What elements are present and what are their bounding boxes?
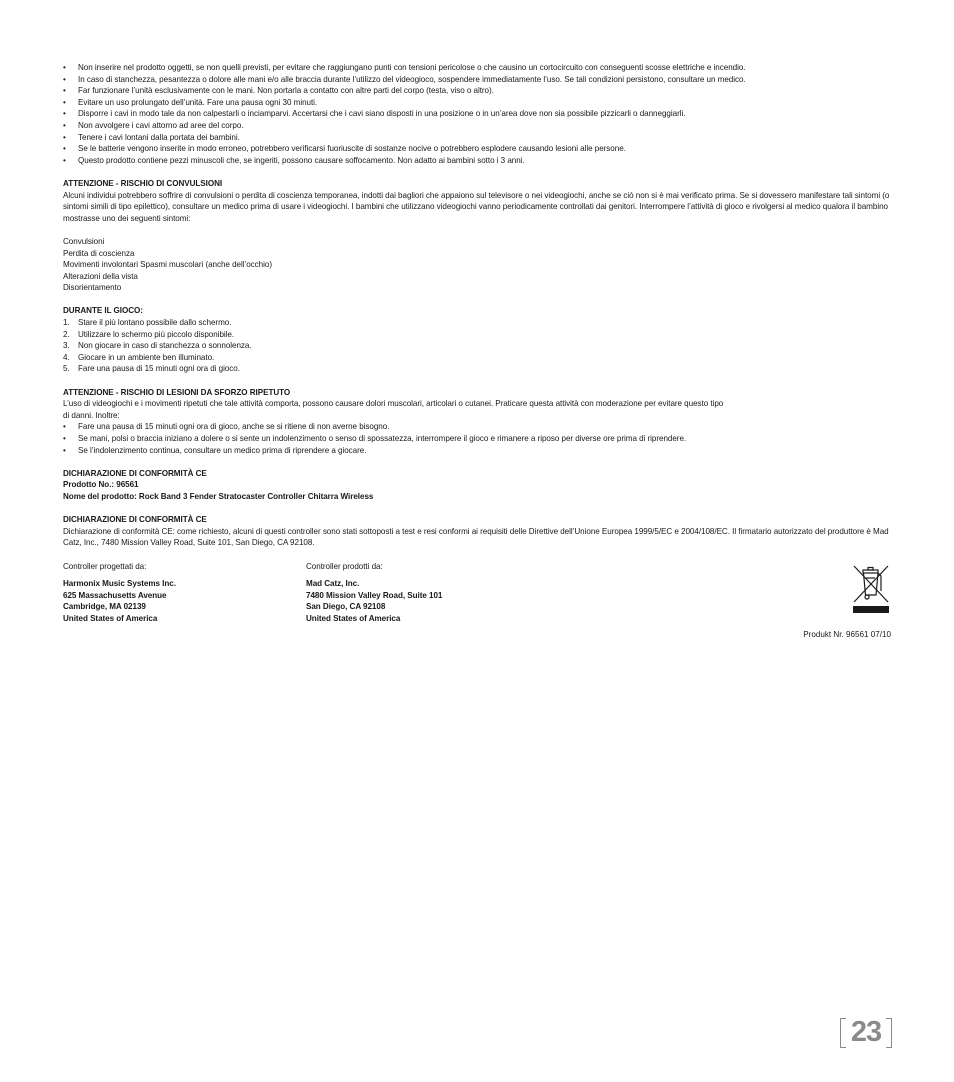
list-item: • Se mani, polsi o braccia iniziano a dolere o si sente un indolenzimento o senso di spossatezza, interrompere il gioco e rimanere a riposo per diverse ore prima di riprendere.	[63, 433, 891, 445]
list-item: Disorientamento	[63, 283, 122, 293]
ce-declaration-heading: DICHIARAZIONE DI CONFORMITÀ CE	[63, 468, 207, 478]
list-item	[63, 317, 891, 329]
convulsions-paragraph: Alcuni individui potrebbero soffrire di convulsioni o perdita di coscienza temporanea, indotti dai bagliori che appaiono sul televisore o nei videogiochi, anche se ciò non si è mai verificato prima. Se si dovessero manifestare tali sintomi (o sintomi simili di tipo epilettico), consultare un medico prima di usare i videogiochi. I bambini che utilizzano videogiochi vanno periodicamente controllati dai genitori. Interrompere l’attività di gioco e rivolgersi al medico qualora il bambino mostrasse uno dei seguenti sintomi:	[63, 190, 890, 223]
address-line: United States of America	[306, 613, 401, 623]
list-item: Alterazioni della vista	[63, 271, 138, 281]
step-text: Stare il più lontano possibile dallo schermo.	[78, 318, 232, 328]
designed-by-label: Controller progettati da:	[63, 561, 147, 571]
step-number: 2.	[63, 329, 70, 339]
address-line: Harmonix Music Systems Inc.	[63, 579, 176, 589]
product-code: Produkt Nr. 96561 07/10	[803, 630, 891, 639]
address-line: Mad Catz, Inc.	[306, 579, 360, 589]
list-item: Movimenti involontari Spasmi muscolari (anche dell’occhio)	[63, 260, 272, 270]
manufacturer-info	[63, 561, 891, 631]
step-number: 5.	[63, 364, 70, 374]
list-item: • In caso di stanchezza, pesantezza o dolore alle mani e/o alle braccia durante l’utilizzo del videogioco, sospendere immediatamente l’uso. Se tali condizioni persistono, consultare un medico.	[63, 74, 891, 86]
bracket-left	[840, 1018, 846, 1048]
crossed-out-wheelie-bin-icon	[852, 564, 890, 614]
produced-by-label: Controller prodotti da:	[306, 561, 383, 571]
step-text: Utilizzare lo schermo più piccolo disponibile.	[78, 329, 235, 339]
product-name: Nome del prodotto: Rock Band 3 Fender Stratocaster Controller Chitarra Wireless	[63, 491, 374, 501]
strain-paragraph-line1: L’uso di videogiochi e i movimenti ripetuti che tale attività comporta, possono causare dolori muscolari, articolari o cutanei. Praticare questa attività con moderazione per evitare questo tipo	[63, 399, 724, 409]
list-item	[63, 352, 891, 364]
step-number: 1.	[63, 318, 70, 328]
list-item	[63, 363, 891, 375]
strain-heading: ATTENZIONE - RISCHIO DI LESIONI DA SFORZO RIPETUTO	[63, 387, 291, 397]
list-item: Perdita di coscienza	[63, 248, 135, 258]
step-text: Giocare in un ambiente ben illuminato.	[78, 352, 215, 362]
ce-declaration-paragraph: Dichiarazione di conformità CE: come richiesto, alcuni di questi controller sono stati sottoposti a test e resi conformi ai requisiti delle Direttive dell’Unione Europea 1999/5/EC e 2004/108/EC. Il firmatario autorizzato del produttore è Mad Catz, Inc., 7480 Mission Valley Road, Suite 101, San Diego, CA 92108.	[63, 526, 889, 548]
address-line: 7480 Mission Valley Road, Suite 101	[306, 590, 443, 600]
product-number: Prodotto No.: 96561	[63, 480, 139, 490]
list-item: • Se le batterie vengono inserite in modo erroneo, potrebbero verificarsi fuoriuscite di sostanze nocive o potrebbero esplodere causando lesioni alle persone.	[63, 143, 891, 155]
strain-paragraph-line2: di danni. Inoltre:	[63, 410, 120, 420]
document-body	[63, 62, 891, 631]
safety-bullet-list	[63, 62, 891, 166]
list-item	[63, 340, 891, 352]
list-item: • Disporre i cavi in modo tale da non calpestarli o inciamparvi. Accertarsi che i cavi siano disposti in una posizione o in un’area dove non sia possibile pizzicarli o danneggiarli.	[63, 108, 891, 120]
list-item: • Fare una pausa di 15 minuti ogni ora di gioco, anche se si ritiene di non averne bisogno.	[63, 421, 891, 433]
page-number	[840, 1016, 892, 1050]
step-number: 4.	[63, 352, 70, 362]
during-play-steps	[63, 317, 891, 375]
step-number: 3.	[63, 341, 70, 351]
list-item: • Tenere i cavi lontani dalla portata dei bambini.	[63, 132, 891, 144]
address-line: San Diego, CA 92108	[306, 602, 386, 612]
list-item: • Non inserire nel prodotto oggetti, se non quelli previsti, per evitare che raggiungano punti con tensioni pericolose o che causino un cortocircuito con conseguenti scosse elettriche e incendio.	[63, 62, 891, 74]
ce-declaration-heading-2: DICHIARAZIONE DI CONFORMITÀ CE	[63, 515, 207, 525]
symptom-list	[63, 236, 891, 294]
address-line: 625 Massachusetts Avenue	[63, 590, 167, 600]
list-item	[63, 329, 891, 341]
strain-bullet-list	[63, 421, 891, 456]
page-number-value: 23	[850, 1016, 882, 1048]
list-item: • Evitare un uso prolungato dell’unità. Fare una pausa ogni 30 minuti.	[63, 97, 891, 109]
list-item: Convulsioni	[63, 236, 105, 246]
produced-by-block	[306, 561, 442, 625]
address-line: Cambridge, MA 02139	[63, 602, 146, 612]
step-text: Non giocare in caso di stanchezza o sonnolenza.	[78, 341, 252, 351]
list-item: • Questo prodotto contiene pezzi minuscoli che, se ingeriti, possono causare soffocamento. Non adatto ai bambini sotto i 3 anni.	[63, 155, 891, 167]
convulsions-heading: ATTENZIONE - RISCHIO DI CONVULSIONI	[63, 178, 223, 188]
during-play-heading: DURANTE IL GIOCO:	[63, 306, 143, 316]
list-item: • Se l’indolenzimento continua, consultare un medico prima di riprendere a giocare.	[63, 445, 891, 457]
designed-by-block	[63, 561, 176, 625]
bracket-right	[886, 1018, 892, 1048]
step-text: Fare una pausa di 15 minuti ogni ora di gioco.	[78, 364, 240, 374]
address-line: United States of America	[63, 613, 158, 623]
list-item: • Non avvolgere i cavi attorno ad aree del corpo.	[63, 120, 891, 132]
list-item: • Far funzionare l’unità esclusivamente con le mani. Non portarla a contatto con altre parti del corpo (testa, viso o altro).	[63, 85, 891, 97]
